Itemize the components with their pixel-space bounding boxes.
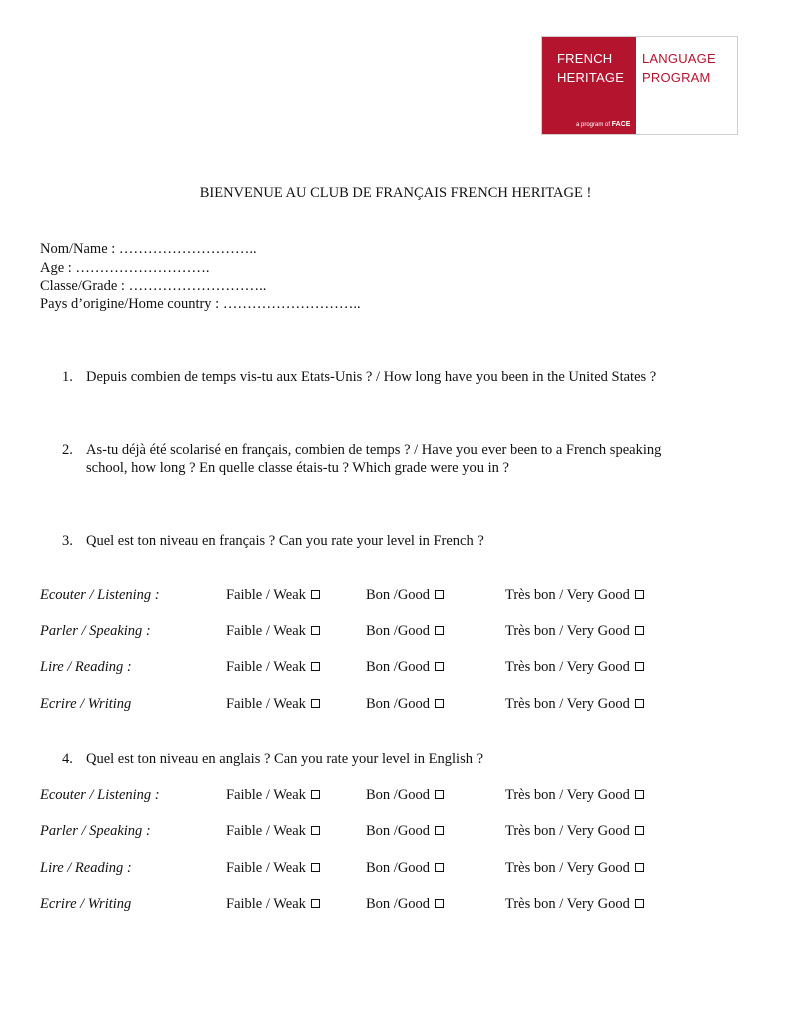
question-4-text: Quel est ton niveau en anglais ? Can you rate your level in English ?: [86, 751, 484, 767]
checkbox[interactable]: [311, 863, 320, 872]
checkbox[interactable]: [635, 626, 644, 635]
option-good-label: Bon /Good: [366, 896, 431, 912]
question-2-text: As-tu déjà été scolarisé en français, combien de temps ? / Have you ever been to a French speaking: [86, 442, 662, 458]
option-good-label: Bon /Good: [366, 787, 431, 803]
question-3-text: Quel est ton niveau en français ? Can you rate your level in French ?: [86, 533, 484, 549]
question-4-number: 4.: [62, 751, 73, 767]
logo-tagline-prefix: a program of: [576, 122, 611, 128]
checkbox[interactable]: [435, 899, 444, 908]
checkbox[interactable]: [435, 699, 444, 708]
logo-red-panel: [542, 37, 636, 134]
option-very-good[interactable]: [505, 860, 644, 877]
option-very-good[interactable]: [505, 587, 644, 604]
option-good[interactable]: [366, 659, 444, 676]
option-good[interactable]: [366, 860, 444, 877]
logo-word-heritage: HERITAGE: [557, 70, 625, 85]
option-weak[interactable]: [226, 823, 320, 840]
option-weak-label: Faible / Weak: [226, 896, 306, 912]
question-2-number: 2.: [62, 442, 73, 458]
option-good-label: Bon /Good: [366, 587, 431, 603]
skill-label: Parler / Speaking :: [40, 823, 151, 839]
logo-word-language: LANGUAGE: [642, 51, 716, 66]
logo-tagline: [576, 121, 630, 128]
question-3: [62, 533, 484, 550]
grade-field: Classe/Grade : ………………………..: [40, 278, 267, 294]
option-very-good-label: Très bon / Very Good: [505, 787, 630, 803]
checkbox[interactable]: [635, 863, 644, 872]
checkbox[interactable]: [635, 899, 644, 908]
question-1: [62, 369, 656, 386]
option-weak-label: Faible / Weak: [226, 587, 306, 603]
question-4: [62, 751, 483, 768]
skill-label: Ecouter / Listening :: [40, 587, 160, 603]
checkbox[interactable]: [635, 662, 644, 671]
name-field: Nom/Name : ………………………..: [40, 241, 257, 257]
checkbox[interactable]: [635, 826, 644, 835]
option-weak-label: Faible / Weak: [226, 823, 306, 839]
logo-white-panel: [636, 37, 737, 134]
option-very-good[interactable]: [505, 823, 644, 840]
option-very-good-label: Très bon / Very Good: [505, 587, 630, 603]
checkbox[interactable]: [311, 590, 320, 599]
option-weak[interactable]: [226, 860, 320, 877]
option-good[interactable]: [366, 623, 444, 640]
option-very-good-label: Très bon / Very Good: [505, 860, 630, 876]
option-weak-label: Faible / Weak: [226, 860, 306, 876]
skill-label: Parler / Speaking :: [40, 623, 151, 639]
checkbox[interactable]: [635, 590, 644, 599]
skill-label: Ecrire / Writing: [40, 696, 132, 712]
option-weak[interactable]: [226, 787, 320, 804]
option-very-good[interactable]: [505, 623, 644, 640]
option-good-label: Bon /Good: [366, 659, 431, 675]
skill-label: Ecouter / Listening :: [40, 787, 160, 803]
option-weak-label: Faible / Weak: [226, 787, 306, 803]
option-very-good[interactable]: [505, 696, 644, 713]
option-weak-label: Faible / Weak: [226, 659, 306, 675]
option-good[interactable]: [366, 787, 444, 804]
option-good[interactable]: [366, 896, 444, 913]
option-good[interactable]: [366, 696, 444, 713]
option-very-good-label: Très bon / Very Good: [505, 623, 630, 639]
option-weak-label: Faible / Weak: [226, 696, 306, 712]
option-very-good-label: Très bon / Very Good: [505, 659, 630, 675]
option-weak-label: Faible / Weak: [226, 623, 306, 639]
option-very-good-label: Très bon / Very Good: [505, 896, 630, 912]
option-good-label: Bon /Good: [366, 860, 431, 876]
option-good-label: Bon /Good: [366, 823, 431, 839]
checkbox[interactable]: [435, 662, 444, 671]
option-weak[interactable]: [226, 696, 320, 713]
option-weak[interactable]: [226, 623, 320, 640]
checkbox[interactable]: [311, 662, 320, 671]
option-very-good[interactable]: [505, 659, 644, 676]
question-1-text: Depuis combien de temps vis-tu aux Etats-Unis ? / How long have you been in the United States ?: [86, 369, 657, 385]
option-weak[interactable]: [226, 587, 320, 604]
page-title: BIENVENUE AU CLUB DE FRANÇAIS FRENCH HERITAGE !: [199, 185, 592, 201]
option-very-good[interactable]: [505, 787, 644, 804]
option-good[interactable]: [366, 587, 444, 604]
checkbox[interactable]: [311, 790, 320, 799]
question-2: [62, 442, 661, 459]
logo-word-program: PROGRAM: [642, 70, 711, 85]
home-country-field: Pays d’origine/Home country : ………………………..: [40, 296, 361, 312]
checkbox[interactable]: [635, 699, 644, 708]
french-heritage-logo: [541, 36, 738, 135]
checkbox[interactable]: [311, 626, 320, 635]
checkbox[interactable]: [311, 826, 320, 835]
checkbox[interactable]: [311, 699, 320, 708]
option-good-label: Bon /Good: [366, 696, 431, 712]
option-very-good[interactable]: [505, 896, 644, 913]
checkbox[interactable]: [635, 790, 644, 799]
logo-tagline-org: FACE: [611, 121, 631, 128]
logo-word-french: FRENCH: [557, 51, 613, 66]
option-very-good-label: Très bon / Very Good: [505, 696, 630, 712]
checkbox[interactable]: [435, 790, 444, 799]
checkbox[interactable]: [435, 590, 444, 599]
option-good[interactable]: [366, 823, 444, 840]
checkbox[interactable]: [435, 626, 444, 635]
skill-label: Lire / Reading :: [40, 659, 132, 675]
option-good-label: Bon /Good: [366, 623, 431, 639]
option-very-good-label: Très bon / Very Good: [505, 823, 630, 839]
skill-label: Lire / Reading :: [40, 860, 132, 876]
checkbox[interactable]: [311, 899, 320, 908]
question-3-number: 3.: [62, 533, 73, 549]
question-1-number: 1.: [62, 369, 73, 385]
checkbox[interactable]: [435, 826, 444, 835]
checkbox[interactable]: [435, 863, 444, 872]
option-weak[interactable]: [226, 659, 320, 676]
skill-label: Ecrire / Writing: [40, 896, 132, 912]
option-weak[interactable]: [226, 896, 320, 913]
question-2-text-continued: school, how long ? En quelle classe étais-tu ? Which grade were you in ?: [86, 460, 509, 476]
age-field: Age : ……………………….: [40, 260, 210, 276]
